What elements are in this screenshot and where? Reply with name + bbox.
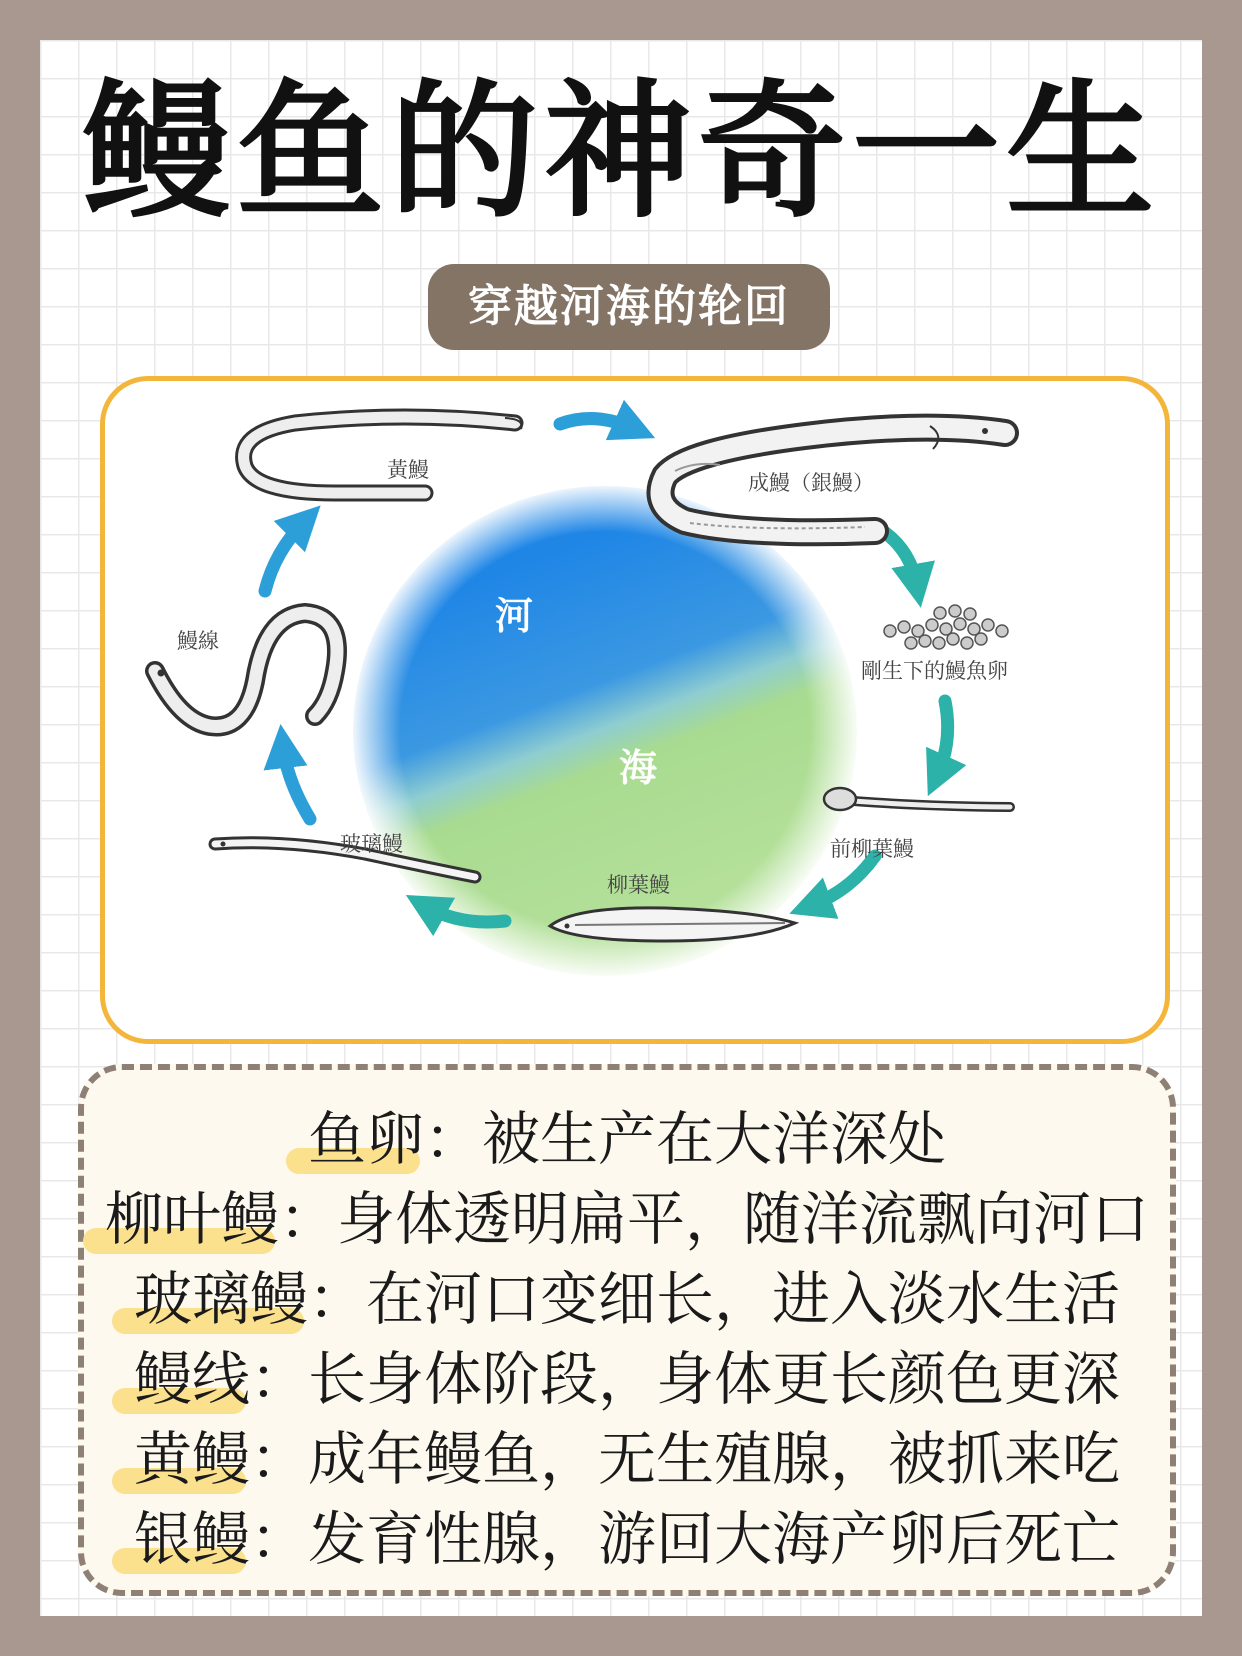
- stage-label-yellow-eel: 黃鰻: [387, 458, 429, 482]
- eel-eggs-illustration: [884, 605, 1008, 649]
- stage-label-glass-eel: 玻璃鰻: [340, 832, 403, 856]
- description-row: [84, 1105, 1170, 1173]
- subtitle-badge: 穿越河海的轮回: [428, 264, 830, 350]
- description-term: 玻璃鳗: [133, 1265, 308, 1333]
- stage-label-eggs: 剛生下的鰻魚卵: [861, 659, 1008, 683]
- description-row: [84, 1185, 1170, 1253]
- description-term: 银鳗: [133, 1505, 250, 1573]
- description-row: [84, 1425, 1170, 1493]
- description-text: ：在河口变细长，进入淡水生活: [308, 1265, 1121, 1333]
- stage-label-elver: 鰻線: [177, 629, 219, 653]
- page-title: 鳗鱼的神奇一生: [82, 66, 1160, 238]
- description-row: [84, 1265, 1170, 1333]
- description-term: 鳗线: [133, 1345, 250, 1413]
- description-text: ：被生产在大洋深处: [424, 1105, 947, 1173]
- arrow-eggs-to-pre-leptocephalus: [937, 701, 948, 776]
- description-row: [84, 1345, 1170, 1413]
- stage-descriptions: [78, 1064, 1176, 1596]
- description-text: ：身体透明扁平，随洋流飘向河口: [279, 1185, 1150, 1253]
- life-cycle-diagram: [100, 376, 1170, 1044]
- arrow-elver-to-yellow: [265, 521, 305, 591]
- arrow-glass-to-elver: [283, 746, 310, 819]
- life-cycle-graphic: [105, 381, 1165, 1039]
- description-term: 黄鳗: [133, 1425, 250, 1493]
- stage-label-leptocephalus: 柳葉鰻: [607, 873, 670, 897]
- description-text: ：成年鳗鱼，无生殖腺，被抓来吃: [250, 1425, 1121, 1493]
- description-text: ：发育性腺，游回大海产卵后死亡: [250, 1505, 1121, 1573]
- description-term: 柳叶鳗: [104, 1185, 279, 1253]
- description-text: ：长身体阶段，身体更长颜色更深: [250, 1345, 1121, 1413]
- zone-sea-label: 海: [619, 746, 658, 790]
- description-term: 鱼卵: [307, 1105, 424, 1173]
- zone-river-label: 河: [495, 594, 534, 638]
- stage-label-adult-eel: 成鰻（銀鰻）: [748, 471, 874, 495]
- stage-label-pre-leptocephalus: 前柳葉鰻: [830, 837, 914, 861]
- description-row: [84, 1505, 1170, 1573]
- arrow-yellow-to-adult: [560, 419, 635, 429]
